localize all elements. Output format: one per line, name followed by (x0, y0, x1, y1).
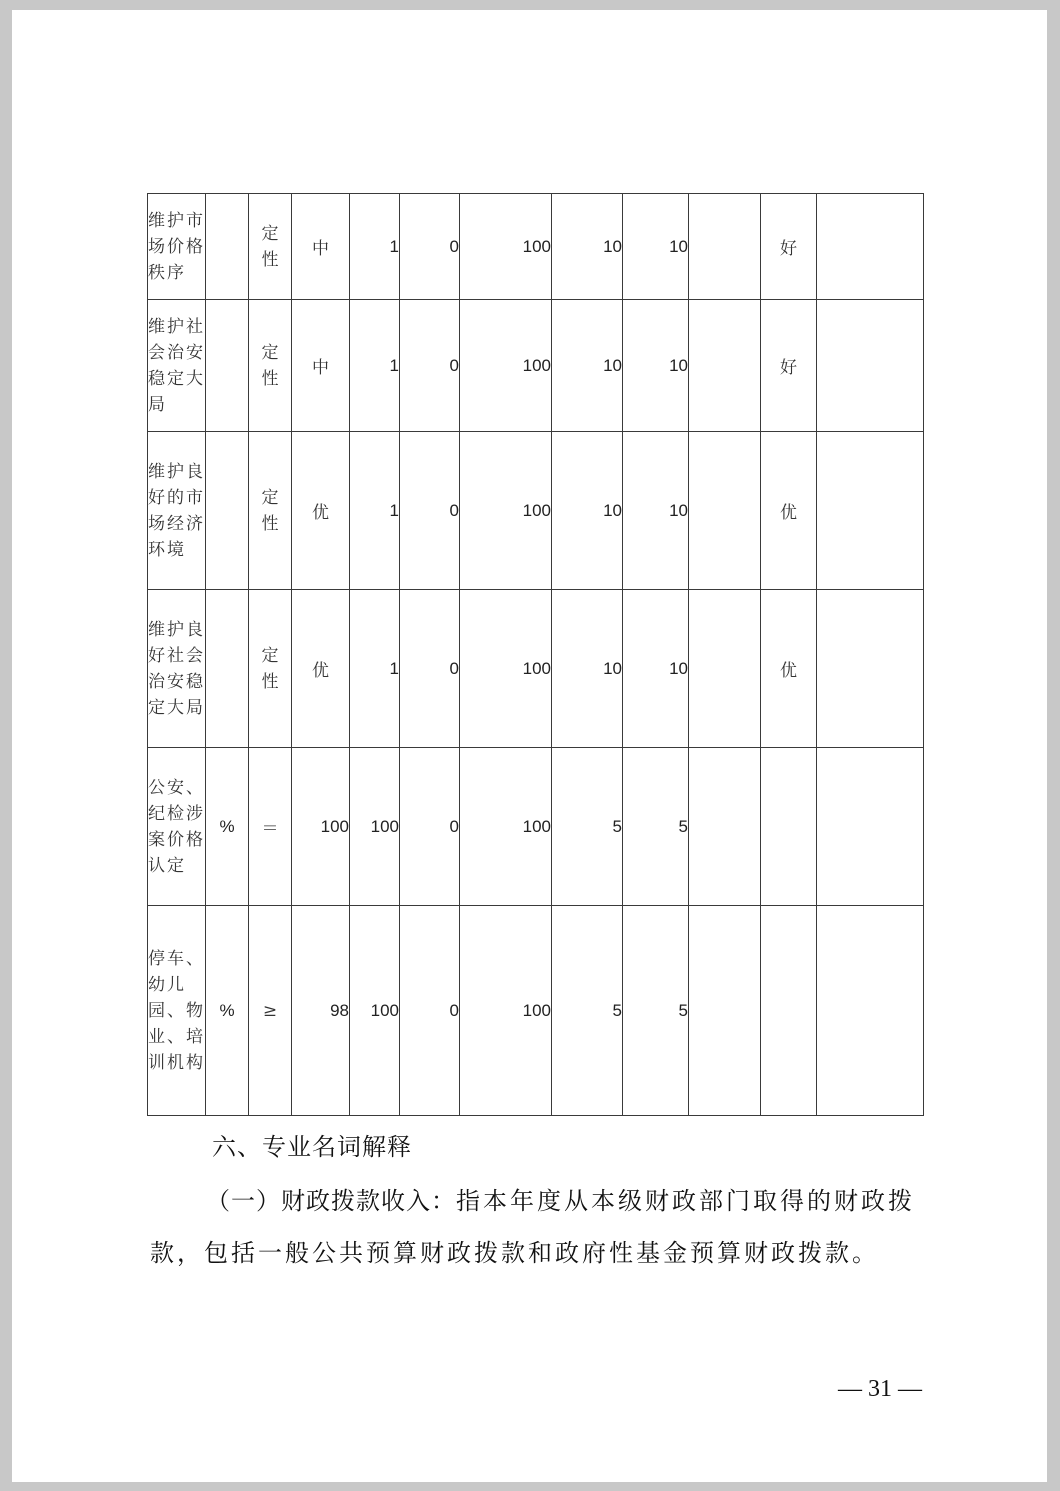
operator-cell (249, 300, 292, 432)
evaluation-cell (761, 748, 817, 906)
remark-cell (689, 906, 761, 1116)
table-row (148, 300, 924, 432)
deviation-cell: 0 (400, 590, 460, 748)
actual-value-cell: 100 (350, 748, 400, 906)
operator-cell-text: 定性 (261, 223, 279, 270)
deviation-cell: 0 (400, 906, 460, 1116)
table-row (148, 906, 924, 1116)
table-row (148, 590, 924, 748)
target-value-cell: 优 (292, 432, 350, 590)
score-cell: 5 (623, 748, 689, 906)
operator-cell-text: 定性 (261, 487, 279, 534)
completion-rate-cell: 100 (460, 590, 552, 748)
deviation-cell: 0 (400, 432, 460, 590)
table-row (148, 748, 924, 906)
unit-cell (206, 432, 249, 590)
table-row (148, 194, 924, 300)
indicator-name-cell: 公安、纪检涉案价格认定 (148, 748, 206, 906)
actual-value-cell: 1 (350, 432, 400, 590)
evaluation-cell: 好 (761, 300, 817, 432)
actual-value-cell: 100 (350, 906, 400, 1116)
score-cell: 10 (623, 432, 689, 590)
score-cell: 5 (623, 906, 689, 1116)
completion-rate-cell: 100 (460, 194, 552, 300)
deviation-cell: 0 (400, 300, 460, 432)
definition-term: （一）财政拨款收入： (206, 1187, 456, 1215)
remark-cell (689, 300, 761, 432)
notes-cell (817, 300, 924, 432)
operator-cell-text: 定性 (261, 645, 279, 692)
completion-rate-cell: 100 (460, 432, 552, 590)
score-cell: 10 (623, 194, 689, 300)
table-row (148, 432, 924, 590)
definition-paragraph (150, 1175, 930, 1279)
weight-score-cell: 10 (552, 194, 623, 300)
indicator-name-cell: 停车、幼儿园、物业、培训机构 (148, 906, 206, 1116)
notes-cell (817, 906, 924, 1116)
deviation-cell: 0 (400, 194, 460, 300)
performance-indicator-table (147, 193, 924, 1116)
unit-cell (206, 194, 249, 300)
notes-cell (817, 194, 924, 300)
score-cell: 10 (623, 590, 689, 748)
section-heading: 六、专业名词解释 (212, 1133, 412, 1161)
indicator-name-cell: 维护市场价格秩序 (148, 194, 206, 300)
target-value-cell: 98 (292, 906, 350, 1116)
operator-cell: ≥ (249, 906, 292, 1116)
operator-cell-text: 定性 (261, 342, 279, 389)
evaluation-cell (761, 906, 817, 1116)
unit-cell (206, 300, 249, 432)
page-number: — 31 — (838, 1376, 922, 1402)
unit-cell: % (206, 748, 249, 906)
definition-text: 指本年度从本级财政部门取得的财政拨款，包括一般公共预算财政拨款和政府性基金预算财政拨款。 (150, 1187, 915, 1267)
operator-cell (249, 590, 292, 748)
weight-score-cell: 10 (552, 432, 623, 590)
weight-score-cell: 5 (552, 748, 623, 906)
actual-value-cell: 1 (350, 590, 400, 748)
remark-cell (689, 748, 761, 906)
remark-cell (689, 432, 761, 590)
unit-cell (206, 590, 249, 748)
notes-cell (817, 590, 924, 748)
unit-cell: % (206, 906, 249, 1116)
target-value-cell: 100 (292, 748, 350, 906)
operator-cell: ＝ (249, 748, 292, 906)
completion-rate-cell: 100 (460, 300, 552, 432)
evaluation-cell: 优 (761, 590, 817, 748)
document-page (12, 10, 1047, 1482)
target-value-cell: 中 (292, 300, 350, 432)
score-cell: 10 (623, 300, 689, 432)
deviation-cell: 0 (400, 748, 460, 906)
notes-cell (817, 748, 924, 906)
actual-value-cell: 1 (350, 194, 400, 300)
evaluation-cell: 好 (761, 194, 817, 300)
indicator-name-cell: 维护良好社会治安稳定大局 (148, 590, 206, 748)
operator-cell (249, 432, 292, 590)
target-value-cell: 中 (292, 194, 350, 300)
weight-score-cell: 10 (552, 590, 623, 748)
completion-rate-cell: 100 (460, 906, 552, 1116)
operator-cell (249, 194, 292, 300)
completion-rate-cell: 100 (460, 748, 552, 906)
evaluation-cell: 优 (761, 432, 817, 590)
weight-score-cell: 5 (552, 906, 623, 1116)
weight-score-cell: 10 (552, 300, 623, 432)
notes-cell (817, 432, 924, 590)
target-value-cell: 优 (292, 590, 350, 748)
remark-cell (689, 194, 761, 300)
indicator-name-cell: 维护社会治安稳定大局 (148, 300, 206, 432)
indicator-name-cell: 维护良好的市场经济环境 (148, 432, 206, 590)
remark-cell (689, 590, 761, 748)
actual-value-cell: 1 (350, 300, 400, 432)
